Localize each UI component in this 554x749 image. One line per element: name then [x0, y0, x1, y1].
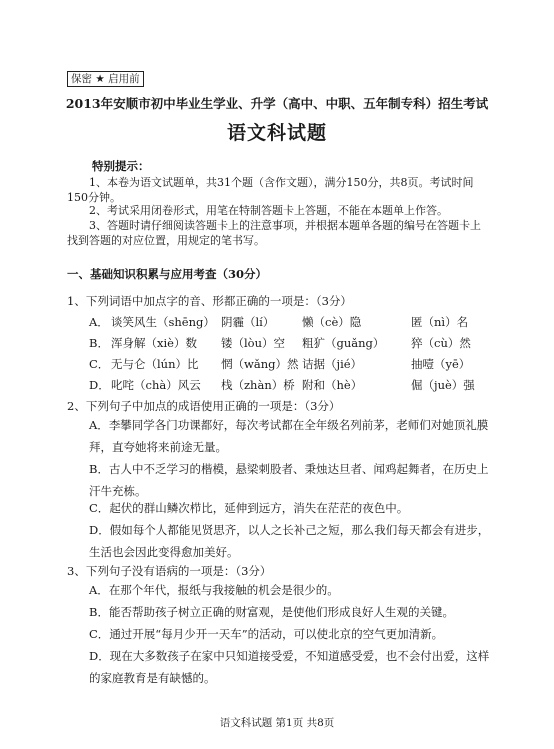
option-text: 古人中不乏学习的楷模，悬梁刺股者、秉烛达旦者、闻鸡起舞者，在历史上汗牛充栋。 — [89, 462, 489, 498]
option-text: 假如每个人都能见贤思齐，以人之长补己之短，那么我们每天都会有进步，生活也会因此变得愈加美好。 — [89, 523, 490, 559]
option-word: 栈（zhàn）桥 — [221, 378, 295, 392]
notice-heading: 特别提示： — [92, 159, 150, 173]
section-heading: 一、基础知识积累与应用考查（30分） — [67, 267, 268, 281]
option-word: 谈笑风生（shēng） — [111, 315, 215, 329]
option-word: 诘据（jié） — [302, 357, 363, 371]
question-1-stem: 1、下列词语中加点字的音、形都正确的一项是：（3分） — [67, 294, 352, 308]
option-text: 通过开展“每月少开一天车”的活动，可以使北京的空气更加清新。 — [109, 627, 444, 641]
option-word: 浑身解（xiè）数 — [111, 336, 197, 350]
exam-title: 2013年安顺市初中毕业生学业、升学（高中、中职、五年制专科）招生考试 — [65, 96, 489, 111]
q2-option-a — [89, 414, 499, 458]
option-label: A． — [89, 583, 109, 597]
option-word: 粗犷（guǎng） — [302, 336, 385, 350]
option-word: 抽噎（yē） — [411, 357, 471, 371]
q2-option-d — [89, 519, 499, 563]
subject-title: 语文科试题 — [226, 122, 327, 144]
confidential-label: 保密 ★ 启用前 — [67, 71, 144, 87]
q3-option-b — [89, 601, 499, 623]
option-word: 猝（cù）然 — [411, 336, 471, 350]
q2-option-c — [89, 497, 499, 519]
option-label: A． — [89, 315, 109, 329]
q2-option-b — [89, 458, 499, 502]
option-label: B． — [89, 336, 109, 350]
q3-option-a — [89, 579, 499, 601]
option-label: C． — [89, 627, 110, 641]
option-word: 附和（hè） — [302, 378, 363, 392]
option-text: 起伏的群山鳞次栉比，延伸到远方，消失在茫茫的夜色中。 — [109, 501, 409, 515]
option-label: D． — [89, 523, 110, 537]
option-label: B． — [89, 462, 109, 476]
q3-option-c — [89, 623, 499, 645]
option-word: 惘（wǎng）然 — [221, 357, 299, 371]
question-3-stem: 3、下列句子没有语病的一项是：（3分） — [67, 564, 272, 578]
page-footer: 语文科试题 第1页 共8页 — [219, 717, 335, 729]
option-word: 倔（juè）强 — [411, 378, 475, 392]
option-word: 镂（lòu）空 — [221, 336, 286, 350]
notice-item-3: 3、答题时请仔细阅读答题卡上的注意事项，并根据本题单各题的编号在答题卡上找到答题的对应位置，用规定的笔书写。 — [67, 219, 481, 247]
option-label: D． — [89, 649, 110, 663]
option-label: A． — [89, 418, 109, 432]
option-word: 叱咤（chà）风云 — [111, 378, 201, 392]
option-text: 在那个年代，报纸与我接触的机会是很少的。 — [108, 583, 339, 597]
option-word: 无与仑（lún）比 — [111, 357, 199, 371]
option-word: 懒（cè）隐 — [302, 315, 362, 329]
option-label: C． — [89, 357, 110, 371]
question-2-stem: 2、下列句子中加点的成语使用正确的一项是：（3分） — [67, 399, 341, 413]
notice-item-1: 1、本卷为语文试题单，共31个题（含作文题），满分150分，共8页。考试时间150分钟。 — [67, 176, 474, 204]
option-text: 能否帮助孩子树立正确的财富观，是使他们形成良好人生观的关键。 — [108, 605, 454, 619]
option-label: C． — [89, 501, 110, 515]
q3-option-d — [89, 645, 499, 689]
option-text: 现在大多数孩子在家中只知道接受爱，不知道感受爱，也不会付出爱，这样的家庭教育是有缺憾的。 — [89, 649, 490, 685]
notice-item-2: 2、考试采用闭卷形式，用笔在特制答题卡上答题，不能在本题单上作答。 — [89, 204, 448, 217]
option-label: B． — [89, 605, 109, 619]
option-label: D． — [89, 378, 110, 392]
option-word: 阴霾（lí） — [221, 315, 275, 329]
option-word: 匿（nì）名 — [411, 315, 469, 329]
option-text: 李攀同学各门功课都好，每次考试都在全年级名列前茅，老师们对她顶礼膜拜，直夸她将来前途无量。 — [89, 418, 489, 454]
